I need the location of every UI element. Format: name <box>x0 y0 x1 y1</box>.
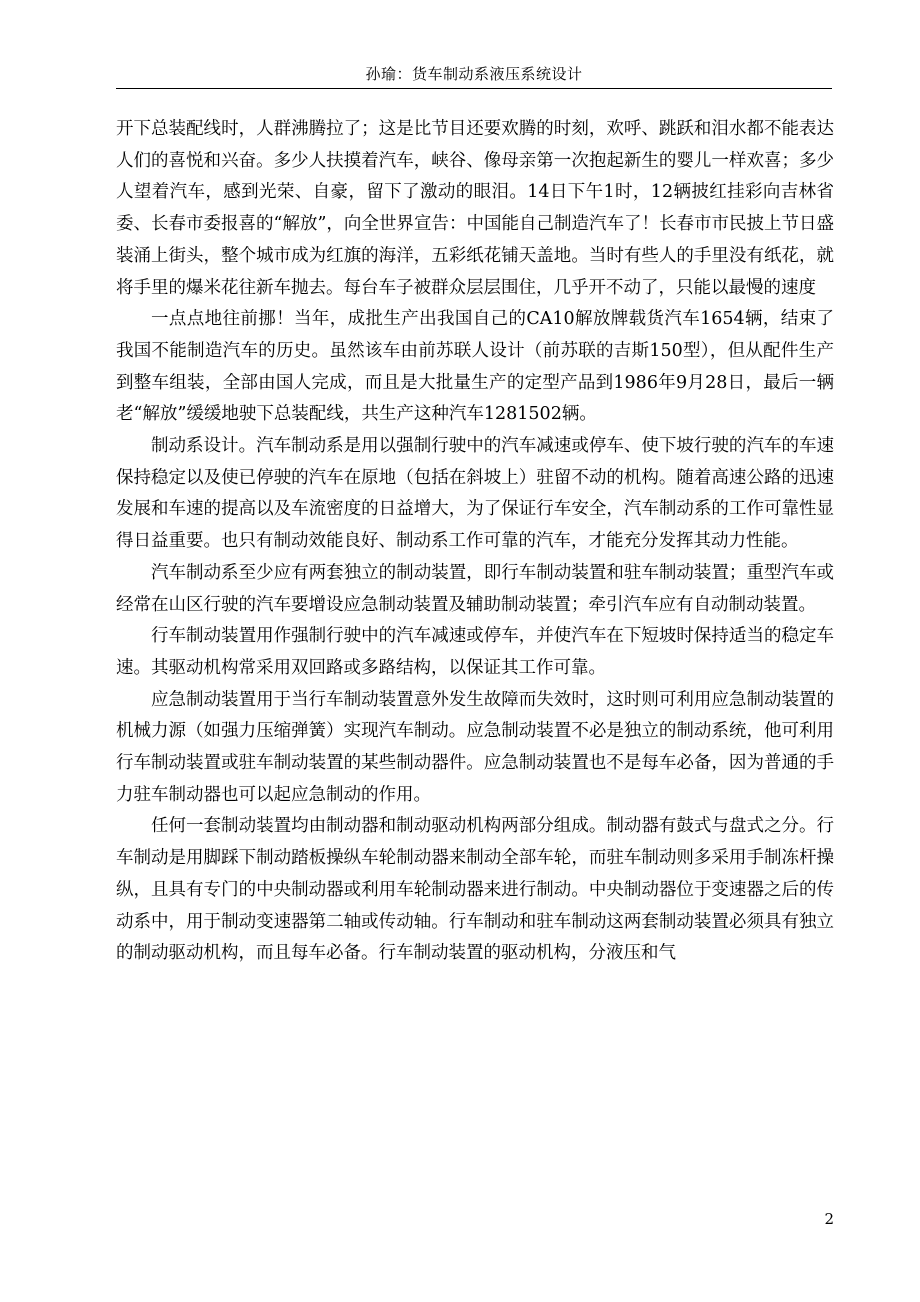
header-rule <box>116 88 832 89</box>
body-text <box>116 114 834 970</box>
paragraph: 制动系设计。汽车制动系是用以强制行驶中的汽车减速或停车、使下坡行驶的汽车的车速保持稳定以及使已停驶的汽车在原地（包括在斜坡上）驻留不动的机构。随着高速公路的迅速发展和车速的提高以及车流密度的日益增大，为了保证行车安全，汽车制动系的工作可靠性显得日益重要。也只有制动效能良好、制动系工作可靠的汽车，才能充分发挥其动力性能。 <box>116 436 834 552</box>
paragraph: 应急制动装置用于当行车制动装置意外发生故障而失效时，这时则可利用应急制动装置的机械力源（如强力压缩弹簧）实现汽车制动。应急制动装置不必是独立的制动系统，他可利用行车制动装置或驻车制动装置的某些制动器件。应急制动装置也不是每车必备，因为普通的手力驻车制动器也可以起应急制动的作用。 <box>116 689 834 805</box>
paragraph: 一点点地往前挪！当年，成批生产出我国自己的CA10解放牌载货汽车1654辆，结束了我国不能制造汽车的历史。虽然该车由前苏联人设计（前苏联的吉斯150型），但从配件生产到整车组装，全部由国人完成，而且是大批量生产的定型产品到1986年9月28日，最后一辆老“解放”缓缓地驶下总装配线，共生产这种汽车1281502辆。 <box>116 309 834 425</box>
paragraph: 任何一套制动装置均由制动器和制动驱动机构两部分组成。制动器有鼓式与盘式之分。行车制动是用脚踩下制动踏板操纵车轮制动器来制动全部车轮，而驻车制动则多采用手制冻杆操纵，且具有专门的中央制动器或利用车轮制动器来进行制动。中央制动器位于变速器之后的传动系中，用于制动变速器第二轴或传动轴。行车制动和驻车制动这两套制动装置必须具有独立的制动驱动机构，而且每车必备。行车制动装置的驱动机构，分液压和气 <box>116 816 834 964</box>
paragraph: 汽车制动系至少应有两套独立的制动装置，即行车制动装置和驻车制动装置；重型汽车或经常在山区行驶的汽车要增设应急制动装置及辅助制动装置；牵引汽车应有自动制动装置。 <box>116 562 834 615</box>
paragraph-continued: 开下总装配线时，人群沸腾拉了；这是比节目还要欢腾的时刻，欢呼、跳跃和泪水都不能表达人们的喜悦和兴奋。多少人扶摸着汽车，峡谷、像母亲第一次抱起新生的婴儿一样欢喜；多少人望着汽车，感到光荣、自豪，留下了激动的眼泪。14日下午1时，12辆披红挂彩向吉林省委、长春市委报喜的“解放”，向全世界宣告：中国能自己制造汽车了！长春市市民披上节日盛装涌上街头，整个城市成为红旗的海洋，五彩纸花铺天盖地。当时有些人的手里没有纸花，就将手里的爆米花往新车抛去。每台车子被群众层层围住，几乎开不动了，只能以最慢的速度 <box>116 119 834 298</box>
running-header: 孙瑜：货车制动系液压系统设计 <box>365 65 583 83</box>
page-number: 2 <box>824 1210 834 1228</box>
paragraph: 行车制动装置用作强制行驶中的汽车减速或停车，并使汽车在下短坡时保持适当的稳定车速。其驱动机构常采用双回路或多路结构，以保证其工作可靠。 <box>116 626 834 678</box>
